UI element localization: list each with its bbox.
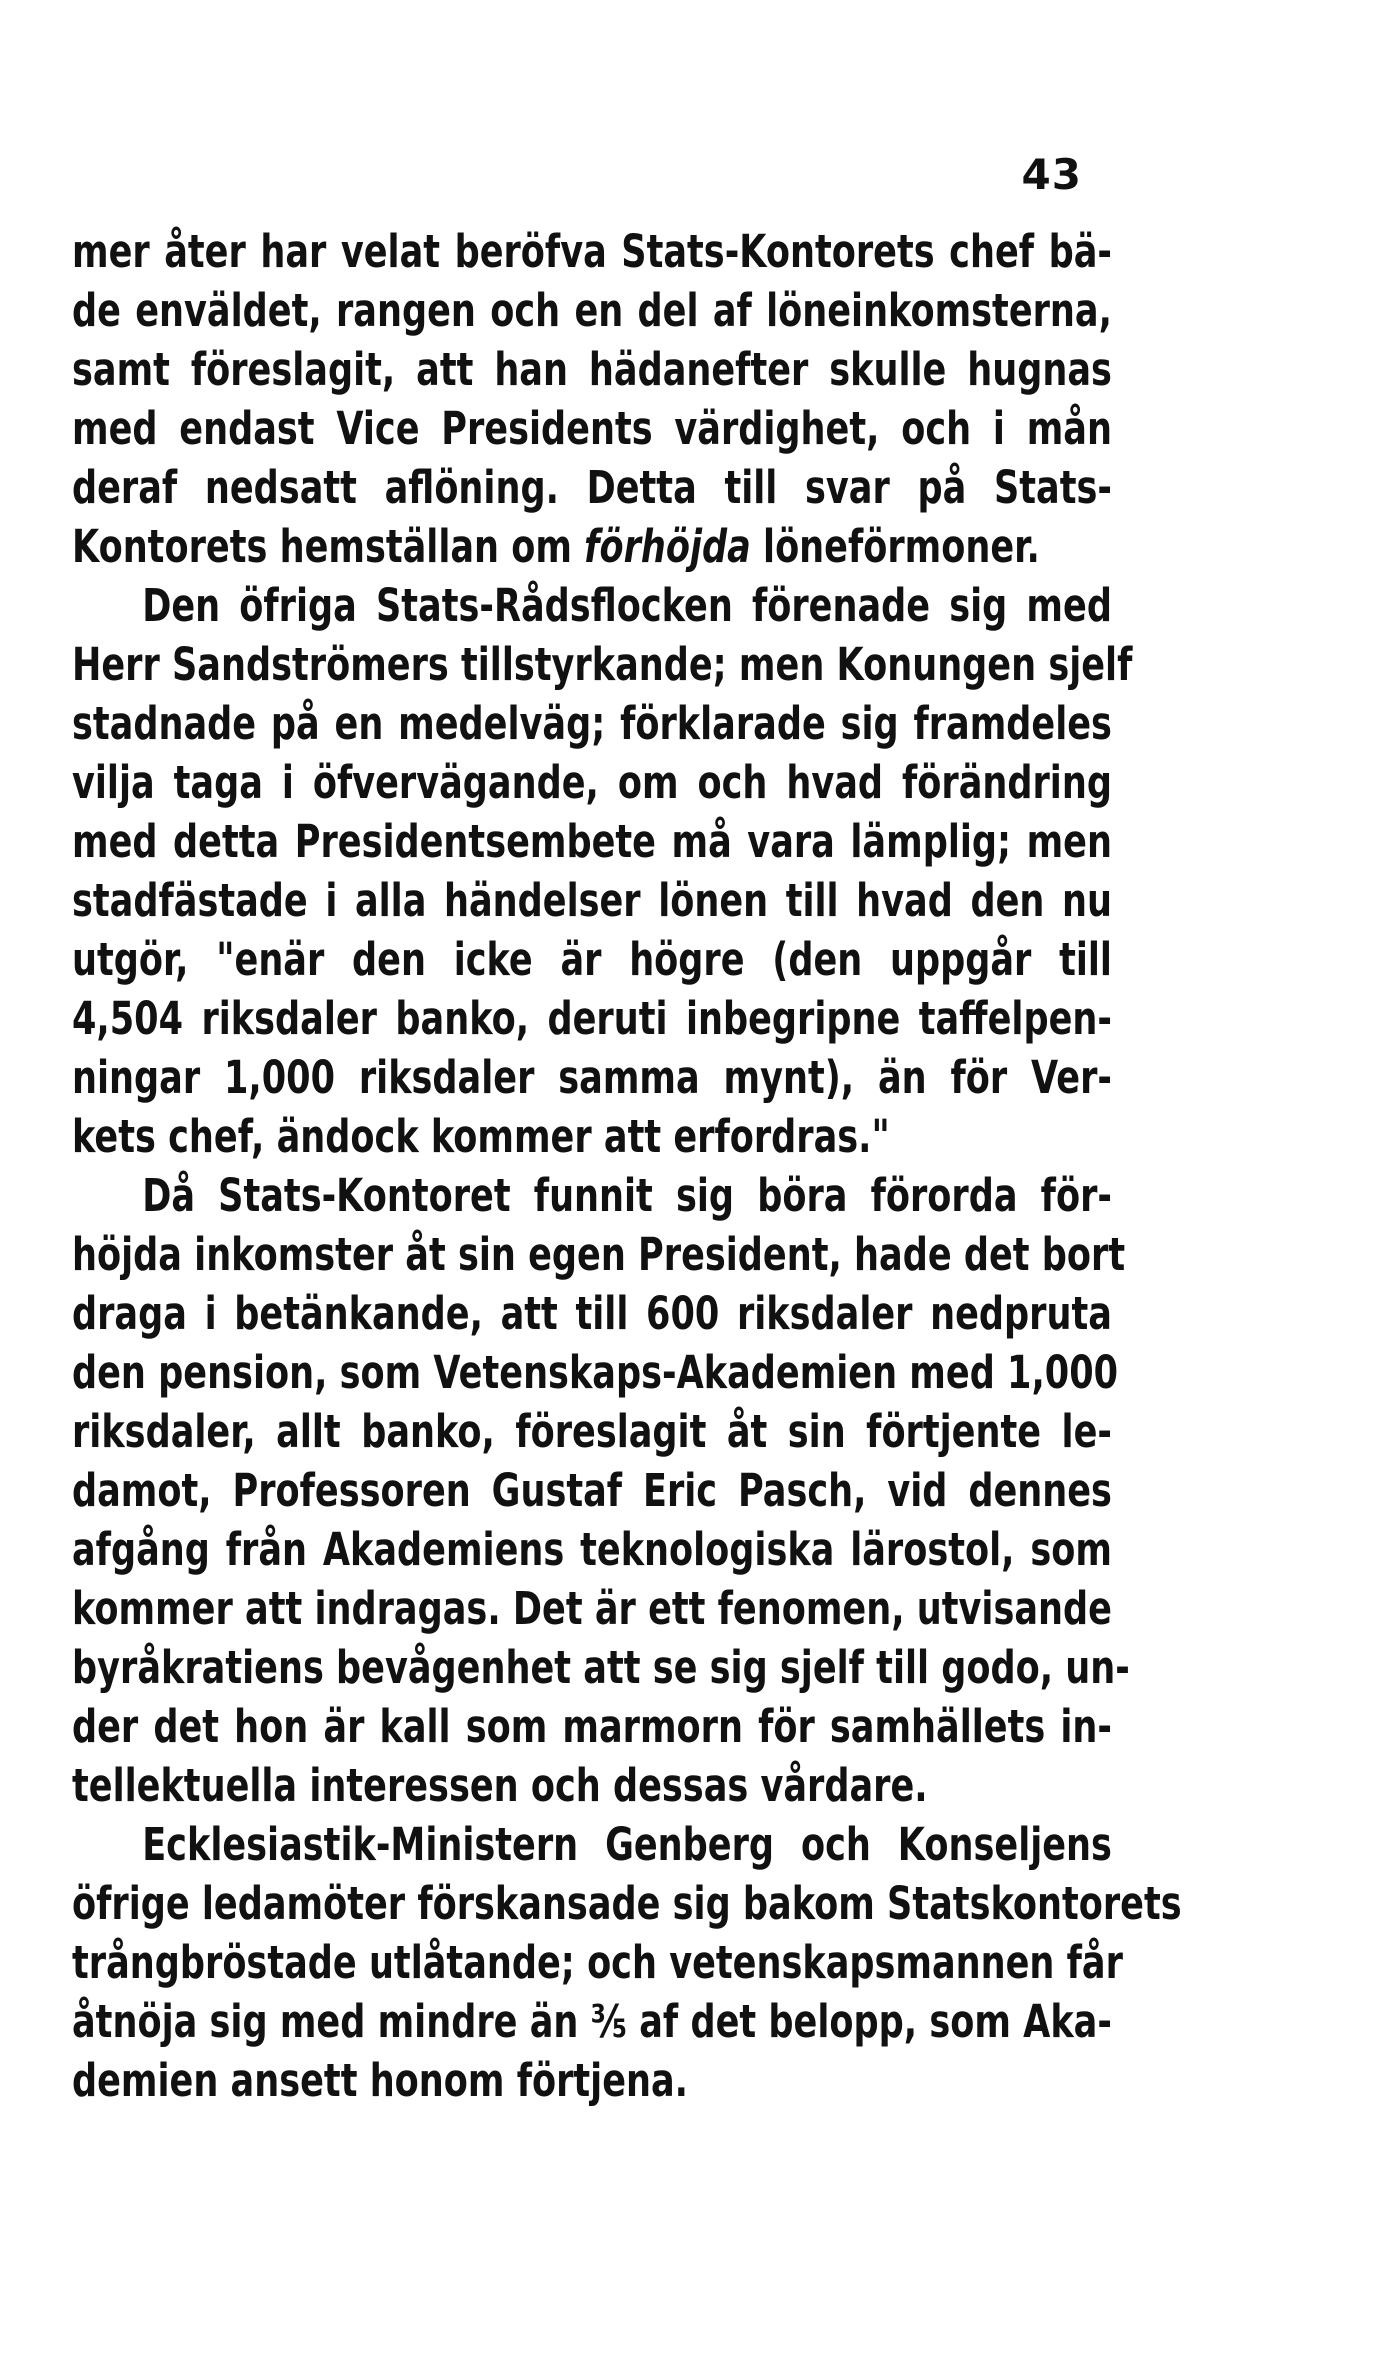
text-line: stadfästade i alla händelser lönen till hvad den nu — [72, 874, 1112, 927]
body-text — [72, 222, 1182, 2110]
text-line: åtnöja sig med mindre än ⅗ af det belopp, som Aka- — [72, 1995, 1112, 2048]
text-line: stadnade på en medelväg; förklarade sig framdeles — [72, 697, 1112, 750]
text-line: demien ansett honom förtjena. — [72, 2054, 689, 2107]
text-line: höjda inkomster åt sin egen President, hade det bort — [72, 1228, 1126, 1281]
text-line: riksdaler, allt banko, föreslagit åt sin förtjente le- — [72, 1405, 1112, 1458]
text-line: kommer att indragas. Det är ett fenomen, utvisande — [72, 1582, 1112, 1635]
text-line: tellektuella interessen och dessas vårdare. — [72, 1759, 928, 1812]
text-line: samt föreslagit, att han hädanefter skulle hugnas — [72, 343, 1112, 396]
text-line: Herr Sandströmers tillstyrkande; men Konungen sjelf — [72, 638, 1133, 691]
text-line: de enväldet, rangen och en del af löneinkomsterna, — [72, 284, 1112, 337]
page-number: 43 — [1021, 150, 1082, 199]
text-line: mer åter har velat beröfva Stats-Kontorets chef bä- — [72, 225, 1112, 278]
text-line: draga i betänkande, att till 600 riksdaler nedpruta — [72, 1287, 1112, 1340]
text-line: Då Stats-Kontoret funnit sig böra förorda för- — [142, 1169, 1112, 1222]
text-line — [72, 517, 1112, 576]
text-line-part: Kontorets hemställan om — [72, 520, 585, 573]
text-line: öfrige ledamöter förskansade sig bakom Statskontorets — [72, 1877, 1182, 1930]
text-line: Ecklesiastik-Ministern Genberg och Konseljens — [142, 1818, 1112, 1871]
text-line: trångbröstade utlåtande; och vetenskapsmannen får — [72, 1936, 1123, 1989]
text-line: afgång från Akademiens teknologiska lärostol, som — [72, 1523, 1112, 1576]
text-line-part: löneförmoner. — [750, 520, 1040, 573]
text-line: utgör, "enär den icke är högre (den uppgår till — [72, 933, 1112, 986]
text-line: Den öfriga Stats-Rådsflocken förenade sig med — [142, 579, 1112, 632]
text-line: der det hon är kall som marmorn för samhällets in- — [72, 1700, 1112, 1753]
text-line: kets chef, ändock kommer att erfordras." — [72, 1110, 890, 1163]
emphasized-word: förhöjda — [584, 520, 751, 573]
text-line: med detta Presidentsembete må vara lämplig; men — [72, 815, 1112, 868]
text-line: byråkratiens bevågenhet att se sig sjelf till godo, un- — [72, 1641, 1130, 1694]
text-line: ningar 1,000 riksdaler samma mynt), än för Ver- — [72, 1051, 1112, 1104]
text-line: den pension, som Vetenskaps-Akademien med 1,000 — [72, 1346, 1119, 1399]
text-line: deraf nedsatt aflöning. Detta till svar på Stats- — [72, 461, 1112, 514]
text-line: vilja taga i öfvervägande, om och hvad förändring — [72, 756, 1112, 809]
text-line: damot, Professoren Gustaf Eric Pasch, vid dennes — [72, 1464, 1112, 1517]
text-line: med endast Vice Presidents värdighet, och i mån — [72, 402, 1112, 455]
text-line: 4,504 riksdaler banko, deruti inbegripne taffelpen- — [72, 992, 1112, 1045]
